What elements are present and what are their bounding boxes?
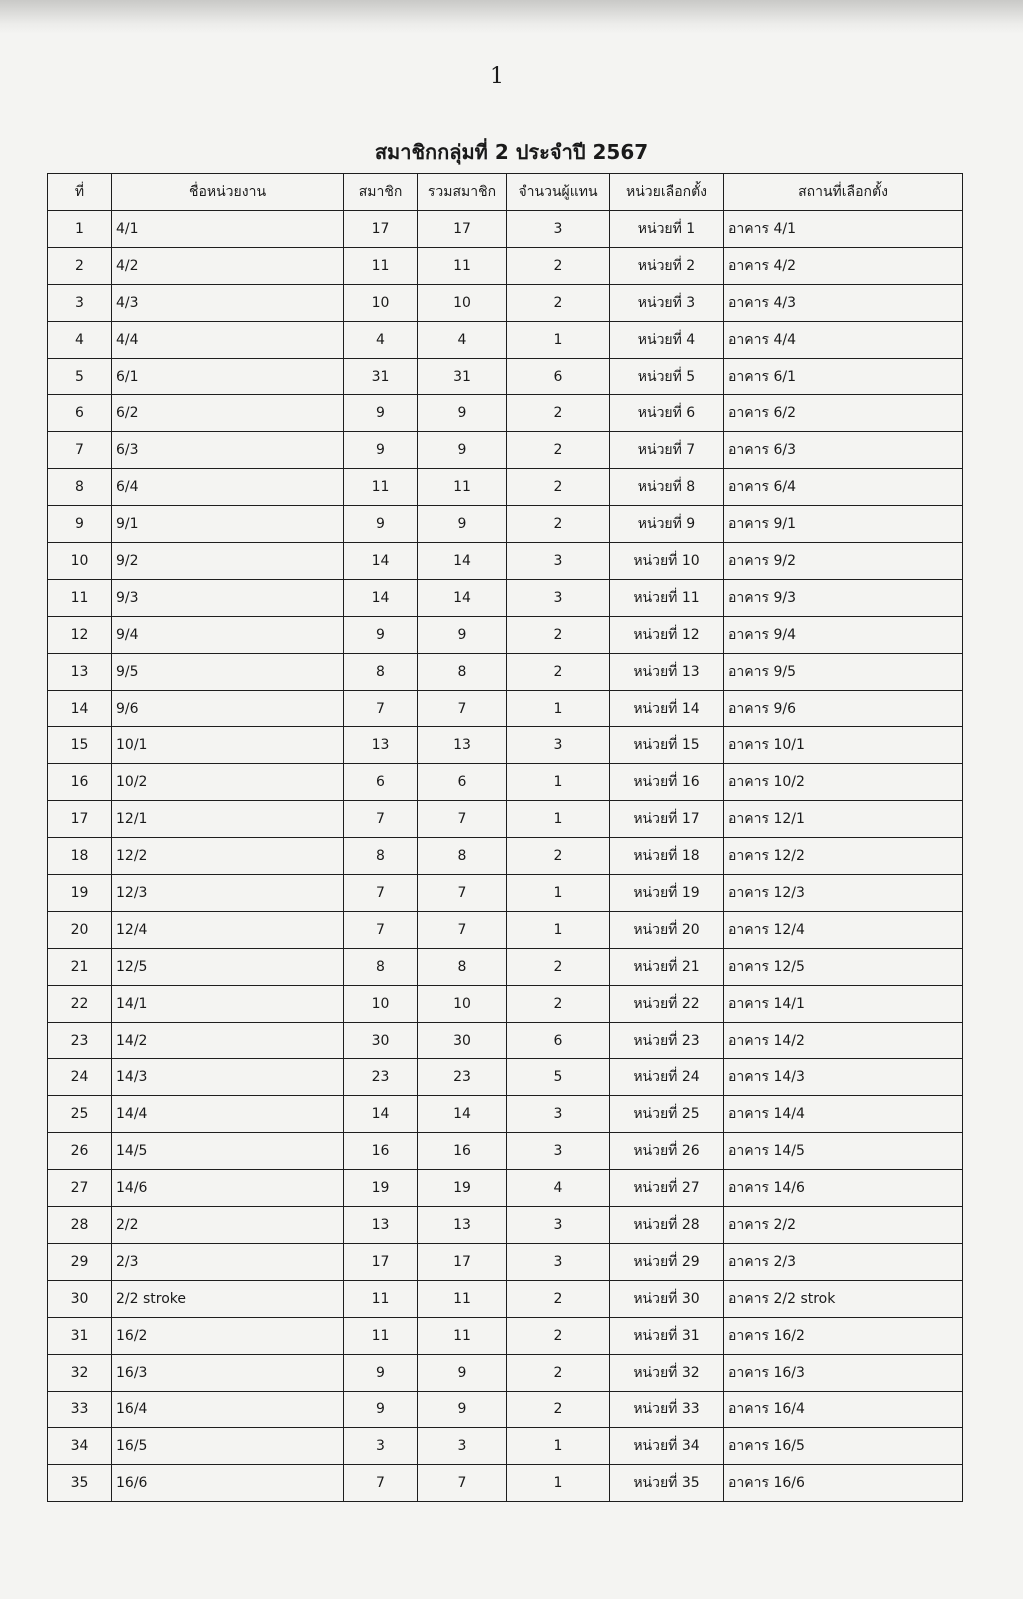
cell-unit-name: 2/2 stroke — [112, 1280, 344, 1317]
cell-representatives: 6 — [507, 1022, 610, 1059]
cell-representatives: 3 — [507, 1243, 610, 1280]
cell-members: 9 — [344, 432, 418, 469]
cell-total-members: 11 — [418, 247, 507, 284]
cell-total-members: 11 — [418, 1317, 507, 1354]
table-row — [48, 579, 963, 616]
table-row — [48, 985, 963, 1022]
cell-polling-place: อาคาร 10/1 — [724, 727, 963, 764]
header-unit-name: ชื่อหน่วยงาน — [112, 174, 344, 211]
cell-total-members: 14 — [418, 543, 507, 580]
cell-members: 17 — [344, 211, 418, 248]
table-row — [48, 247, 963, 284]
cell-members: 14 — [344, 579, 418, 616]
cell-unit-name: 6/3 — [112, 432, 344, 469]
cell-unit-name: 6/1 — [112, 358, 344, 395]
cell-unit-name: 10/2 — [112, 764, 344, 801]
cell-total-members: 17 — [418, 211, 507, 248]
table-row — [48, 432, 963, 469]
cell-representatives: 1 — [507, 911, 610, 948]
cell-representatives: 3 — [507, 543, 610, 580]
cell-representatives: 4 — [507, 1170, 610, 1207]
cell-polling-unit: หน่วยที่ 31 — [610, 1317, 724, 1354]
cell-total-members: 9 — [418, 506, 507, 543]
cell-index: 11 — [48, 579, 112, 616]
cell-members: 11 — [344, 1280, 418, 1317]
cell-polling-unit: หน่วยที่ 17 — [610, 801, 724, 838]
cell-polling-unit: หน่วยที่ 12 — [610, 616, 724, 653]
cell-polling-unit: หน่วยที่ 14 — [610, 690, 724, 727]
header-total-members: รวมสมาชิก — [418, 174, 507, 211]
cell-total-members: 8 — [418, 838, 507, 875]
cell-unit-name: 16/2 — [112, 1317, 344, 1354]
cell-members: 3 — [344, 1428, 418, 1465]
header-index: ที่ — [48, 174, 112, 211]
cell-index: 7 — [48, 432, 112, 469]
cell-index: 12 — [48, 616, 112, 653]
cell-members: 9 — [344, 506, 418, 543]
cell-total-members: 13 — [418, 727, 507, 764]
cell-polling-unit: หน่วยที่ 8 — [610, 469, 724, 506]
cell-representatives: 2 — [507, 247, 610, 284]
cell-polling-unit: หน่วยที่ 18 — [610, 838, 724, 875]
cell-index: 28 — [48, 1207, 112, 1244]
cell-polling-place: อาคาร 9/1 — [724, 506, 963, 543]
cell-polling-unit: หน่วยที่ 15 — [610, 727, 724, 764]
table-row — [48, 1391, 963, 1428]
header-row — [48, 174, 963, 211]
cell-polling-unit: หน่วยที่ 6 — [610, 395, 724, 432]
cell-members: 11 — [344, 469, 418, 506]
cell-total-members: 7 — [418, 1465, 507, 1502]
cell-polling-place: อาคาร 4/2 — [724, 247, 963, 284]
cell-unit-name: 14/2 — [112, 1022, 344, 1059]
table-row — [48, 911, 963, 948]
cell-polling-place: อาคาร 12/4 — [724, 911, 963, 948]
cell-representatives: 1 — [507, 1428, 610, 1465]
cell-members: 8 — [344, 653, 418, 690]
cell-polling-unit: หน่วยที่ 5 — [610, 358, 724, 395]
cell-members: 14 — [344, 543, 418, 580]
cell-polling-place: อาคาร 12/3 — [724, 875, 963, 912]
cell-representatives: 2 — [507, 469, 610, 506]
cell-polling-place: อาคาร 14/1 — [724, 985, 963, 1022]
cell-index: 14 — [48, 690, 112, 727]
cell-polling-place: อาคาร 9/3 — [724, 579, 963, 616]
cell-total-members: 8 — [418, 653, 507, 690]
cell-unit-name: 2/2 — [112, 1207, 344, 1244]
cell-total-members: 13 — [418, 1207, 507, 1244]
table-row — [48, 395, 963, 432]
cell-members: 4 — [344, 321, 418, 358]
table-row — [48, 690, 963, 727]
cell-total-members: 11 — [418, 1280, 507, 1317]
cell-unit-name: 9/6 — [112, 690, 344, 727]
cell-polling-place: อาคาร 12/5 — [724, 948, 963, 985]
cell-polling-place: อาคาร 16/3 — [724, 1354, 963, 1391]
cell-index: 26 — [48, 1133, 112, 1170]
cell-unit-name: 16/5 — [112, 1428, 344, 1465]
cell-representatives: 2 — [507, 506, 610, 543]
page-number: 1 — [490, 64, 504, 89]
cell-unit-name: 12/5 — [112, 948, 344, 985]
cell-polling-unit: หน่วยที่ 21 — [610, 948, 724, 985]
table-row — [48, 875, 963, 912]
cell-total-members: 7 — [418, 801, 507, 838]
table-row — [48, 1354, 963, 1391]
cell-polling-place: อาคาร 10/2 — [724, 764, 963, 801]
cell-polling-unit: หน่วยที่ 26 — [610, 1133, 724, 1170]
table-row — [48, 1428, 963, 1465]
cell-index: 34 — [48, 1428, 112, 1465]
cell-members: 7 — [344, 690, 418, 727]
cell-polling-place: อาคาร 16/4 — [724, 1391, 963, 1428]
cell-representatives: 3 — [507, 1133, 610, 1170]
cell-unit-name: 14/6 — [112, 1170, 344, 1207]
cell-total-members: 7 — [418, 690, 507, 727]
cell-members: 7 — [344, 875, 418, 912]
cell-polling-place: อาคาร 2/3 — [724, 1243, 963, 1280]
cell-total-members: 9 — [418, 432, 507, 469]
cell-members: 23 — [344, 1059, 418, 1096]
cell-index: 30 — [48, 1280, 112, 1317]
cell-index: 16 — [48, 764, 112, 801]
cell-index: 3 — [48, 284, 112, 321]
table-row — [48, 1022, 963, 1059]
cell-polling-place: อาคาร 14/3 — [724, 1059, 963, 1096]
cell-total-members: 4 — [418, 321, 507, 358]
cell-unit-name: 12/1 — [112, 801, 344, 838]
cell-total-members: 17 — [418, 1243, 507, 1280]
cell-representatives: 3 — [507, 1096, 610, 1133]
cell-representatives: 1 — [507, 875, 610, 912]
cell-representatives: 2 — [507, 616, 610, 653]
table-row — [48, 543, 963, 580]
cell-members: 17 — [344, 1243, 418, 1280]
table-row — [48, 469, 963, 506]
cell-polling-unit: หน่วยที่ 35 — [610, 1465, 724, 1502]
cell-polling-unit: หน่วยที่ 34 — [610, 1428, 724, 1465]
cell-index: 27 — [48, 1170, 112, 1207]
cell-representatives: 2 — [507, 838, 610, 875]
cell-members: 10 — [344, 284, 418, 321]
table-body — [48, 211, 963, 1502]
cell-unit-name: 10/1 — [112, 727, 344, 764]
cell-representatives: 1 — [507, 764, 610, 801]
cell-polling-place: อาคาร 14/5 — [724, 1133, 963, 1170]
cell-unit-name: 6/4 — [112, 469, 344, 506]
cell-representatives: 2 — [507, 284, 610, 321]
cell-members: 11 — [344, 1317, 418, 1354]
cell-unit-name: 14/4 — [112, 1096, 344, 1133]
cell-members: 9 — [344, 1391, 418, 1428]
cell-polling-place: อาคาร 9/2 — [724, 543, 963, 580]
cell-index: 15 — [48, 727, 112, 764]
cell-members: 16 — [344, 1133, 418, 1170]
table-row — [48, 321, 963, 358]
cell-index: 2 — [48, 247, 112, 284]
cell-index: 22 — [48, 985, 112, 1022]
cell-representatives: 2 — [507, 948, 610, 985]
table-row — [48, 506, 963, 543]
cell-polling-place: อาคาร 16/6 — [724, 1465, 963, 1502]
header-polling-unit: หน่วยเลือกตั้ง — [610, 174, 724, 211]
cell-total-members: 16 — [418, 1133, 507, 1170]
cell-unit-name: 6/2 — [112, 395, 344, 432]
cell-representatives: 1 — [507, 801, 610, 838]
cell-representatives: 3 — [507, 1207, 610, 1244]
table-header — [48, 174, 963, 211]
cell-total-members: 19 — [418, 1170, 507, 1207]
cell-members: 13 — [344, 1207, 418, 1244]
cell-index: 19 — [48, 875, 112, 912]
cell-representatives: 1 — [507, 690, 610, 727]
cell-index: 29 — [48, 1243, 112, 1280]
cell-members: 6 — [344, 764, 418, 801]
cell-index: 17 — [48, 801, 112, 838]
table-row — [48, 838, 963, 875]
cell-total-members: 11 — [418, 469, 507, 506]
cell-index: 25 — [48, 1096, 112, 1133]
cell-total-members: 10 — [418, 284, 507, 321]
cell-unit-name: 4/3 — [112, 284, 344, 321]
cell-polling-place: อาคาร 6/2 — [724, 395, 963, 432]
cell-polling-unit: หน่วยที่ 19 — [610, 875, 724, 912]
cell-polling-unit: หน่วยที่ 27 — [610, 1170, 724, 1207]
cell-polling-unit: หน่วยที่ 29 — [610, 1243, 724, 1280]
cell-polling-place: อาคาร 2/2 strok — [724, 1280, 963, 1317]
cell-members: 9 — [344, 616, 418, 653]
cell-members: 9 — [344, 1354, 418, 1391]
scan-edge-shadow — [0, 0, 1023, 34]
document-title: สมาชิกกลุ่มที่ 2 ประจำปี 2567 — [374, 140, 649, 164]
cell-polling-unit: หน่วยที่ 24 — [610, 1059, 724, 1096]
cell-unit-name: 14/5 — [112, 1133, 344, 1170]
cell-polling-unit: หน่วยที่ 2 — [610, 247, 724, 284]
cell-index: 13 — [48, 653, 112, 690]
cell-total-members: 23 — [418, 1059, 507, 1096]
cell-index: 8 — [48, 469, 112, 506]
cell-polling-place: อาคาร 12/2 — [724, 838, 963, 875]
cell-polling-unit: หน่วยที่ 11 — [610, 579, 724, 616]
cell-members: 30 — [344, 1022, 418, 1059]
cell-members: 7 — [344, 1465, 418, 1502]
cell-polling-place: อาคาร 4/3 — [724, 284, 963, 321]
cell-members: 19 — [344, 1170, 418, 1207]
table-row — [48, 1465, 963, 1502]
cell-polling-unit: หน่วยที่ 10 — [610, 543, 724, 580]
cell-unit-name: 9/4 — [112, 616, 344, 653]
cell-index: 33 — [48, 1391, 112, 1428]
table-row — [48, 284, 963, 321]
cell-polling-place: อาคาร 6/3 — [724, 432, 963, 469]
table-row — [48, 1207, 963, 1244]
cell-representatives: 2 — [507, 395, 610, 432]
cell-representatives: 1 — [507, 1465, 610, 1502]
cell-polling-place: อาคาร 14/6 — [724, 1170, 963, 1207]
cell-total-members: 9 — [418, 1391, 507, 1428]
cell-polling-place: อาคาร 4/1 — [724, 211, 963, 248]
cell-unit-name: 12/3 — [112, 875, 344, 912]
table-row — [48, 1059, 963, 1096]
header-representatives: จำนวนผู้แทน — [507, 174, 610, 211]
cell-unit-name: 12/4 — [112, 911, 344, 948]
cell-polling-place: อาคาร 9/5 — [724, 653, 963, 690]
cell-polling-unit: หน่วยที่ 28 — [610, 1207, 724, 1244]
cell-unit-name: 9/5 — [112, 653, 344, 690]
cell-total-members: 3 — [418, 1428, 507, 1465]
cell-unit-name: 12/2 — [112, 838, 344, 875]
cell-index: 31 — [48, 1317, 112, 1354]
cell-index: 24 — [48, 1059, 112, 1096]
cell-index: 4 — [48, 321, 112, 358]
cell-polling-unit: หน่วยที่ 7 — [610, 432, 724, 469]
cell-polling-unit: หน่วยที่ 1 — [610, 211, 724, 248]
header-members: สมาชิก — [344, 174, 418, 211]
cell-representatives: 3 — [507, 211, 610, 248]
cell-total-members: 10 — [418, 985, 507, 1022]
cell-total-members: 14 — [418, 1096, 507, 1133]
cell-polling-place: อาคาร 12/1 — [724, 801, 963, 838]
cell-representatives: 2 — [507, 432, 610, 469]
cell-representatives: 6 — [507, 358, 610, 395]
cell-polling-unit: หน่วยที่ 23 — [610, 1022, 724, 1059]
cell-members: 8 — [344, 948, 418, 985]
cell-index: 5 — [48, 358, 112, 395]
cell-representatives: 1 — [507, 321, 610, 358]
cell-total-members: 7 — [418, 875, 507, 912]
cell-unit-name: 16/6 — [112, 1465, 344, 1502]
cell-polling-place: อาคาร 9/4 — [724, 616, 963, 653]
cell-polling-unit: หน่วยที่ 9 — [610, 506, 724, 543]
cell-representatives: 2 — [507, 653, 610, 690]
cell-representatives: 5 — [507, 1059, 610, 1096]
cell-members: 11 — [344, 247, 418, 284]
cell-representatives: 2 — [507, 985, 610, 1022]
cell-index: 6 — [48, 395, 112, 432]
cell-polling-place: อาคาร 6/4 — [724, 469, 963, 506]
cell-index: 32 — [48, 1354, 112, 1391]
cell-total-members: 14 — [418, 579, 507, 616]
table-row — [48, 653, 963, 690]
table-row — [48, 1133, 963, 1170]
cell-polling-place: อาคาร 4/4 — [724, 321, 963, 358]
cell-index: 1 — [48, 211, 112, 248]
cell-index: 21 — [48, 948, 112, 985]
cell-polling-place: อาคาร 2/2 — [724, 1207, 963, 1244]
cell-index: 35 — [48, 1465, 112, 1502]
cell-members: 10 — [344, 985, 418, 1022]
cell-total-members: 30 — [418, 1022, 507, 1059]
cell-unit-name: 14/1 — [112, 985, 344, 1022]
cell-unit-name: 4/2 — [112, 247, 344, 284]
table-row — [48, 801, 963, 838]
cell-polling-unit: หน่วยที่ 33 — [610, 1391, 724, 1428]
cell-total-members: 9 — [418, 1354, 507, 1391]
cell-members: 13 — [344, 727, 418, 764]
table-row — [48, 948, 963, 985]
cell-polling-unit: หน่วยที่ 4 — [610, 321, 724, 358]
table-row — [48, 358, 963, 395]
cell-polling-unit: หน่วยที่ 3 — [610, 284, 724, 321]
cell-representatives: 2 — [507, 1317, 610, 1354]
cell-members: 9 — [344, 395, 418, 432]
cell-representatives: 2 — [507, 1354, 610, 1391]
cell-representatives: 3 — [507, 579, 610, 616]
cell-unit-name: 9/3 — [112, 579, 344, 616]
cell-members: 14 — [344, 1096, 418, 1133]
cell-polling-place: อาคาร 14/2 — [724, 1022, 963, 1059]
cell-polling-unit: หน่วยที่ 13 — [610, 653, 724, 690]
cell-representatives: 2 — [507, 1280, 610, 1317]
cell-index: 18 — [48, 838, 112, 875]
table-row — [48, 616, 963, 653]
cell-polling-unit: หน่วยที่ 30 — [610, 1280, 724, 1317]
header-polling-place: สถานที่เลือกตั้ง — [724, 174, 963, 211]
cell-polling-unit: หน่วยที่ 16 — [610, 764, 724, 801]
cell-unit-name: 2/3 — [112, 1243, 344, 1280]
table-row — [48, 1243, 963, 1280]
cell-index: 9 — [48, 506, 112, 543]
table-row — [48, 1096, 963, 1133]
cell-representatives: 2 — [507, 1391, 610, 1428]
table-row — [48, 1317, 963, 1354]
cell-unit-name: 16/3 — [112, 1354, 344, 1391]
cell-members: 7 — [344, 801, 418, 838]
cell-total-members: 6 — [418, 764, 507, 801]
table-row — [48, 211, 963, 248]
table-row — [48, 764, 963, 801]
cell-polling-place: อาคาร 16/5 — [724, 1428, 963, 1465]
table-row — [48, 1280, 963, 1317]
cell-unit-name: 14/3 — [112, 1059, 344, 1096]
cell-unit-name: 4/4 — [112, 321, 344, 358]
cell-members: 7 — [344, 911, 418, 948]
cell-polling-place: อาคาร 9/6 — [724, 690, 963, 727]
cell-index: 20 — [48, 911, 112, 948]
cell-index: 23 — [48, 1022, 112, 1059]
cell-members: 8 — [344, 838, 418, 875]
member-roster-table — [47, 173, 963, 1502]
cell-unit-name: 4/1 — [112, 211, 344, 248]
cell-total-members: 8 — [418, 948, 507, 985]
cell-polling-unit: หน่วยที่ 20 — [610, 911, 724, 948]
cell-polling-place: อาคาร 14/4 — [724, 1096, 963, 1133]
cell-total-members: 9 — [418, 616, 507, 653]
table-row — [48, 1170, 963, 1207]
cell-unit-name: 9/2 — [112, 543, 344, 580]
cell-polling-unit: หน่วยที่ 22 — [610, 985, 724, 1022]
cell-representatives: 3 — [507, 727, 610, 764]
cell-polling-place: อาคาร 6/1 — [724, 358, 963, 395]
table-row — [48, 727, 963, 764]
cell-unit-name: 16/4 — [112, 1391, 344, 1428]
cell-total-members: 31 — [418, 358, 507, 395]
cell-polling-unit: หน่วยที่ 32 — [610, 1354, 724, 1391]
cell-unit-name: 9/1 — [112, 506, 344, 543]
cell-polling-place: อาคาร 16/2 — [724, 1317, 963, 1354]
cell-members: 31 — [344, 358, 418, 395]
cell-total-members: 7 — [418, 911, 507, 948]
cell-index: 10 — [48, 543, 112, 580]
cell-polling-unit: หน่วยที่ 25 — [610, 1096, 724, 1133]
cell-total-members: 9 — [418, 395, 507, 432]
